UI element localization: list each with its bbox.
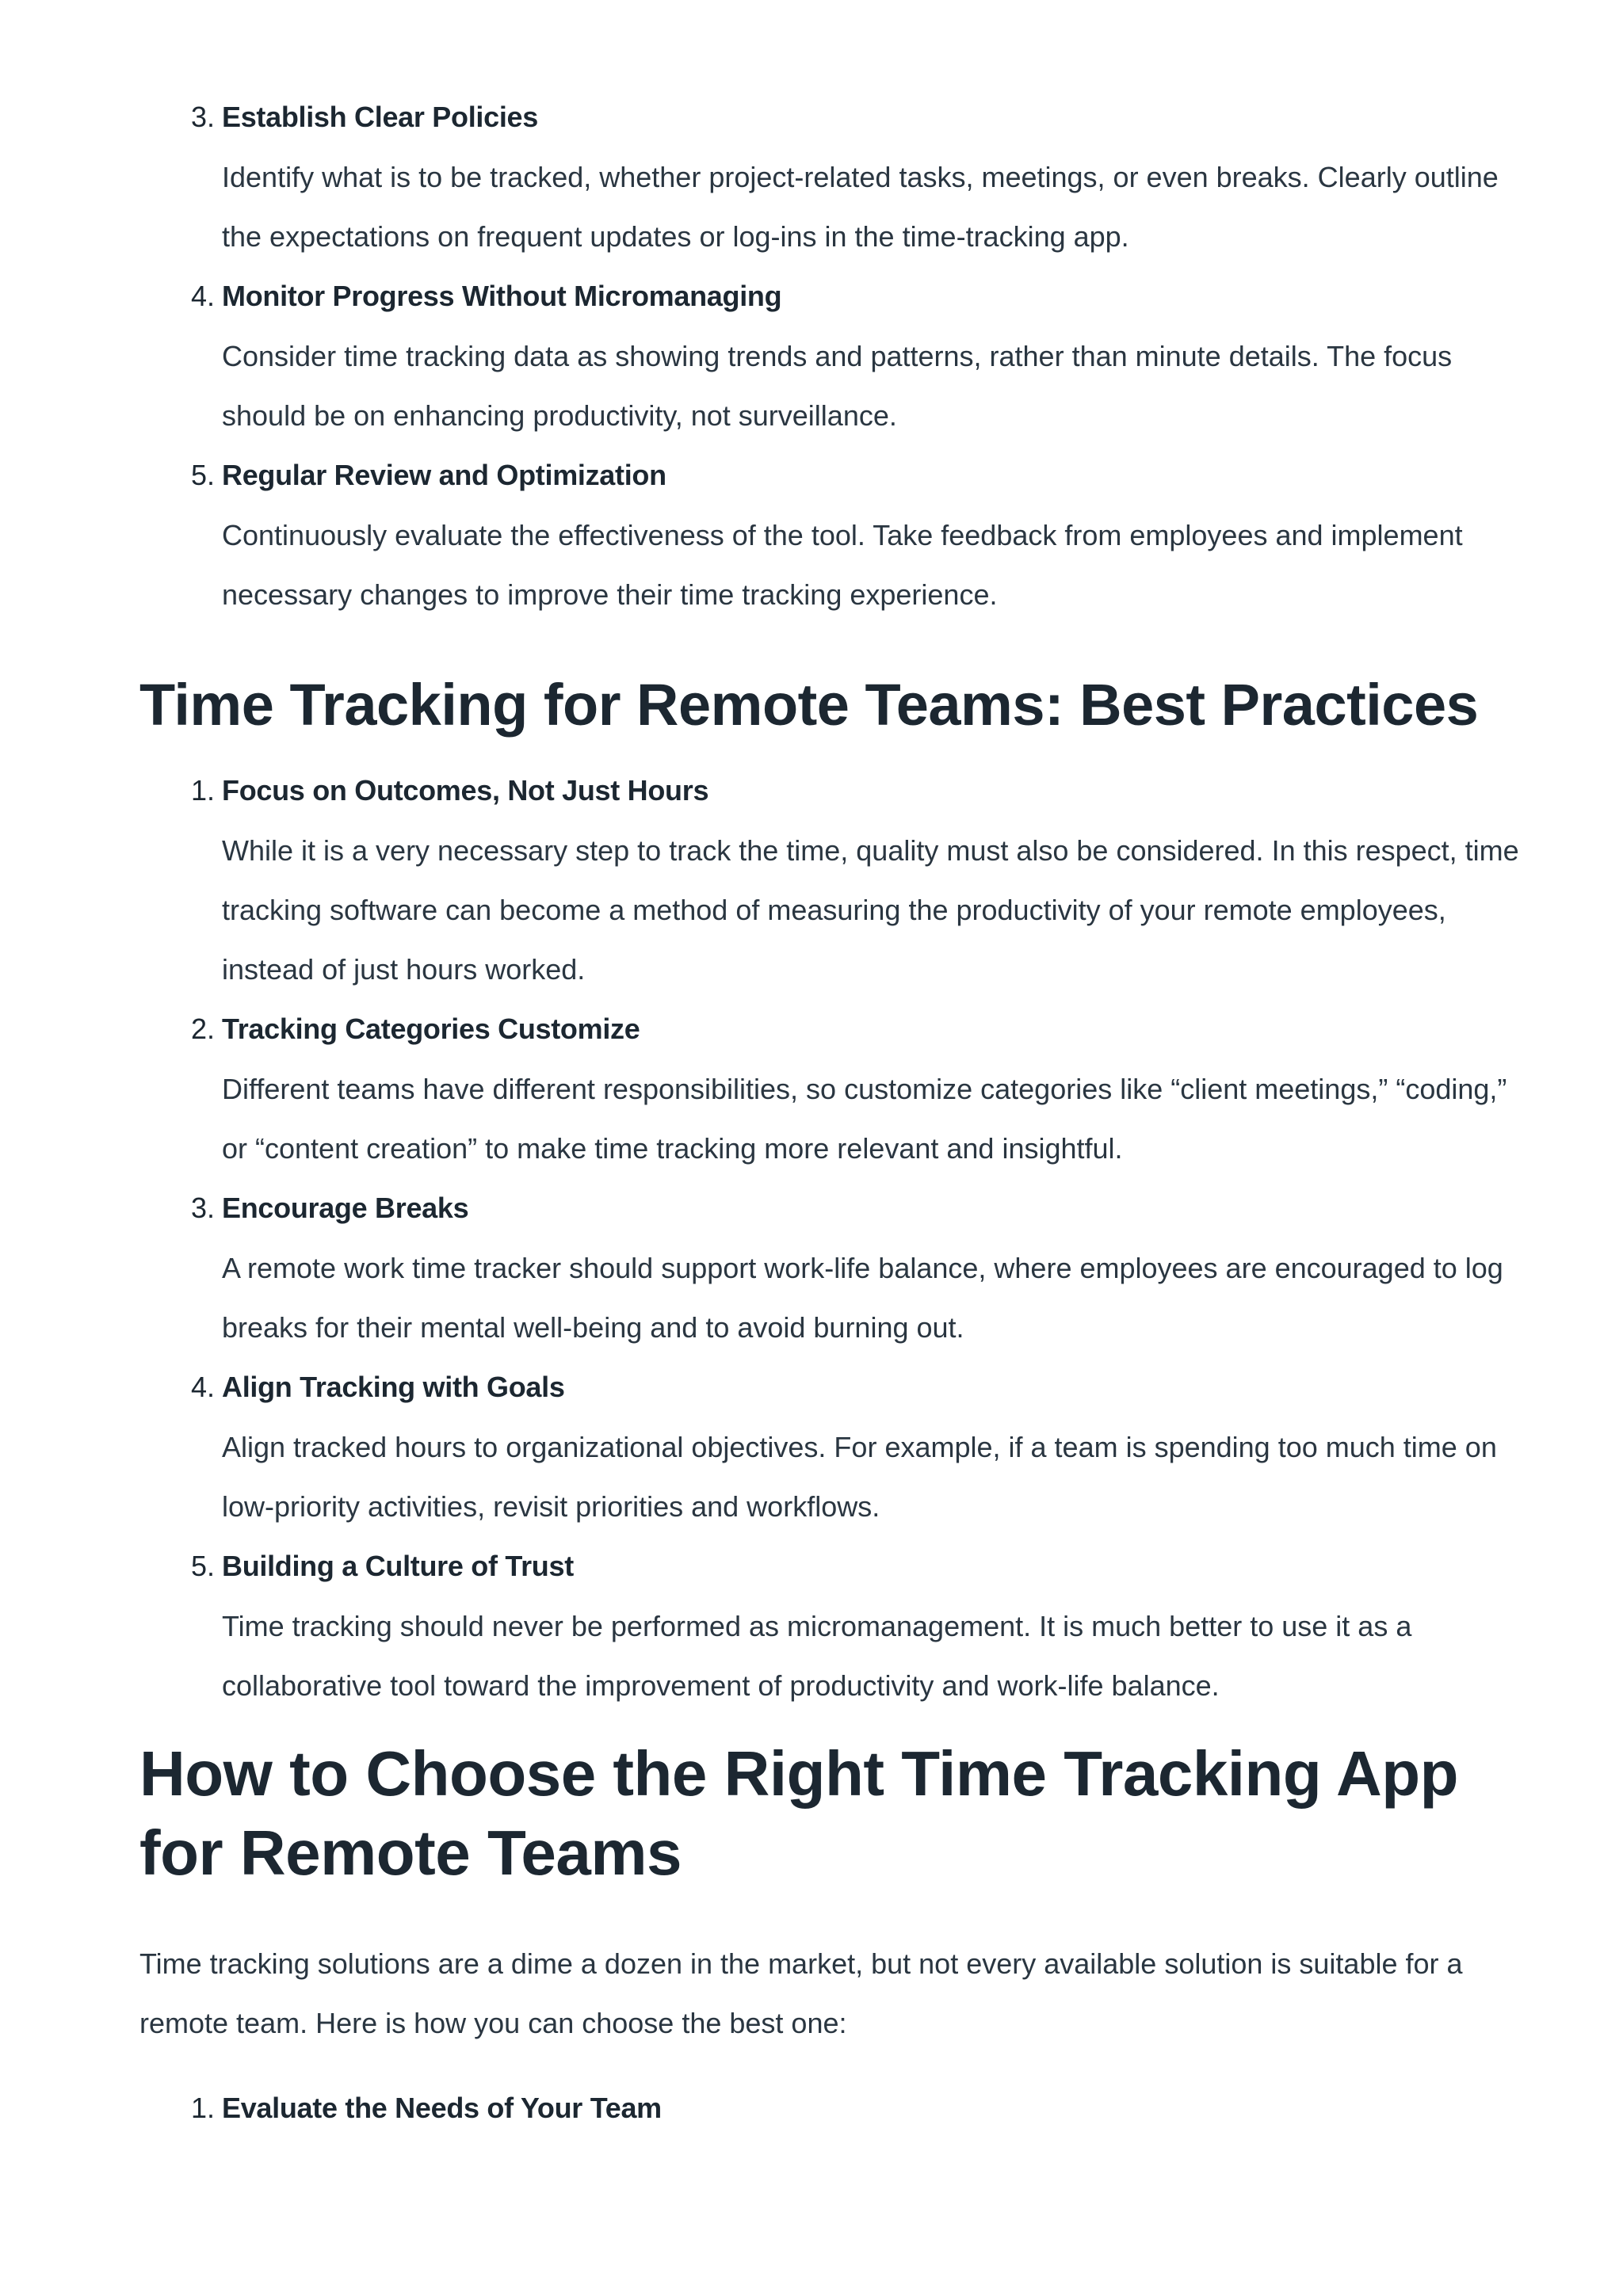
list-item-title: Encourage Breaks (222, 1192, 469, 1224)
choose-app-intro: Time tracking solutions are a dime a dozen in the market, but not every available solution is suitable for a remote team. Here is how you can choose the best one: (139, 1947, 1463, 2039)
list-item-description: Continuously evaluate the effectiveness of the tool. Take feedback from employees and implement necessary changes to improve their time tracking experience. (222, 519, 1463, 611)
list-item (139, 1357, 1534, 1536)
list-number: 1. (191, 774, 216, 807)
list-item-description: Time tracking should never be performed as micromanagement. It is much better to use it as a collaborative tool toward the improvement of productivity and work-life balance. (222, 1610, 1412, 1702)
list-item-title: Evaluate the Needs of Your Team (222, 2092, 662, 2124)
list-item-title: Building a Culture of Trust (222, 1550, 574, 1582)
list-item-description: While it is a very necessary step to track the time, quality must also be considered. In this respect, time tracking software can become a method of measuring the productivity of your remote employees, instead of just hours worked. (222, 834, 1519, 986)
list-item-description: Identify what is to be tracked, whether project-related tasks, meetings, or even breaks. Clearly outline the expectations on frequent updates or log-ins in the time-tracking app. (222, 161, 1499, 253)
list-item (139, 445, 1534, 624)
list-item (139, 761, 1534, 999)
list-item (139, 1536, 1534, 1715)
list-item-title: Monitor Progress Without Micromanaging (222, 280, 782, 312)
list-item-description: A remote work time tracker should support work-life balance, where employees are encouraged to log breaks for their mental well-being and to avoid burning out. (222, 1252, 1503, 1344)
list-item (139, 2078, 1534, 2138)
list-number: 3. (191, 1192, 216, 1224)
list-item-description: Different teams have different responsibilities, so customize categories like “client meetings,” “coding,” or “content creation” to make time tracking more relevant and insightful. (222, 1073, 1507, 1165)
list-number: 4. (191, 280, 216, 312)
document-page (139, 87, 1534, 2138)
list-number: 5. (191, 459, 216, 491)
choose-app-heading: How to Choose the Right Time Tracking App for Remote Teams (139, 1738, 1459, 1888)
best-practices-list (139, 761, 1534, 1715)
list-number: 1. (191, 2092, 216, 2124)
list-number: 3. (191, 101, 216, 133)
list-item-title: Tracking Categories Customize (222, 1013, 640, 1045)
list-item-title: Regular Review and Optimization (222, 459, 666, 491)
list-item-title: Align Tracking with Goals (222, 1371, 565, 1403)
list-item (139, 999, 1534, 1178)
list-item (139, 266, 1534, 445)
policy-list (139, 87, 1534, 624)
list-item-title: Establish Clear Policies (222, 101, 538, 133)
choose-app-list (139, 2078, 1534, 2138)
list-item-description: Align tracked hours to organizational objectives. For example, if a team is spending too much time on low-priority activities, revisit priorities and workflows. (222, 1431, 1497, 1523)
list-number: 4. (191, 1371, 216, 1403)
list-number: 5. (191, 1550, 216, 1582)
list-number: 2. (191, 1013, 216, 1045)
best-practices-heading: Time Tracking for Remote Teams: Best Practices (139, 672, 1479, 738)
list-item (139, 87, 1534, 266)
list-item (139, 1178, 1534, 1357)
list-item-description: Consider time tracking data as showing trends and patterns, rather than minute details. The focus should be on enhancing productivity, not surveillance. (222, 340, 1453, 432)
list-item-title: Focus on Outcomes, Not Just Hours (222, 774, 709, 807)
